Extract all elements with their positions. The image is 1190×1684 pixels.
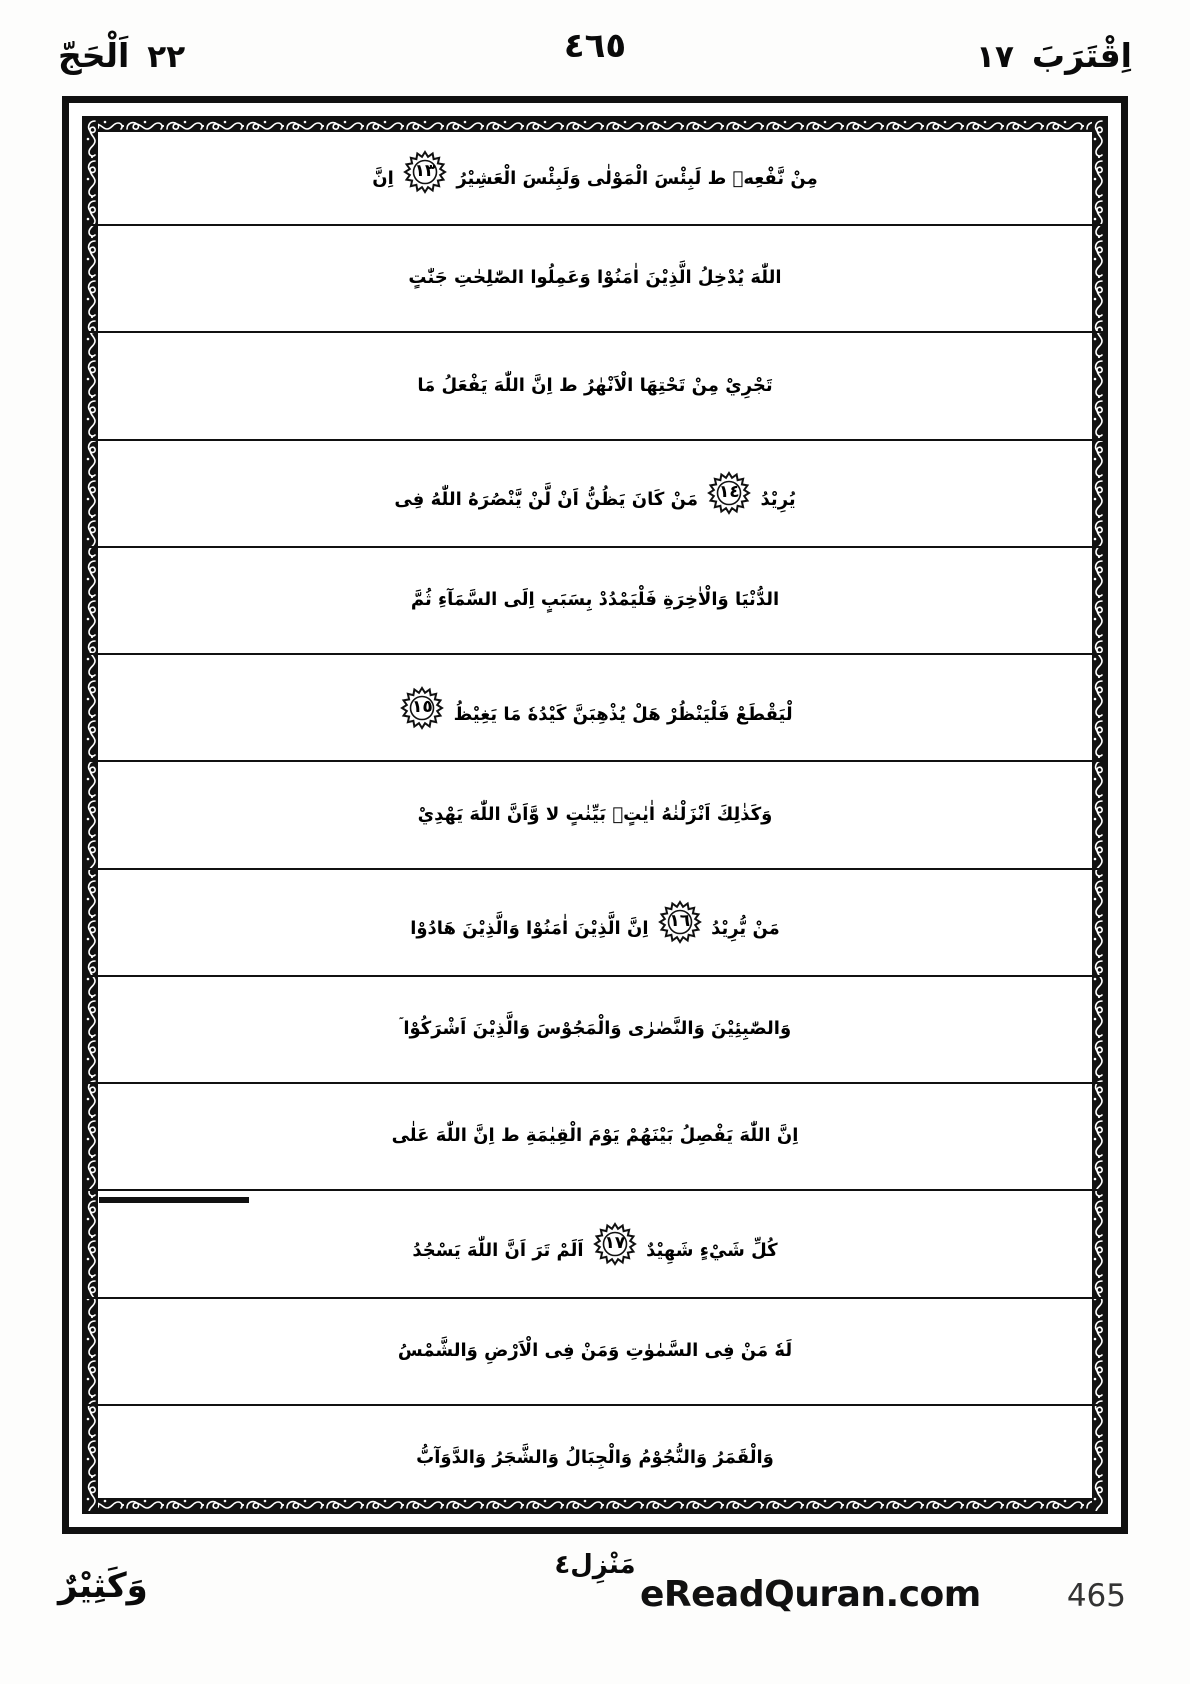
ayah-number: ١٧ (604, 1233, 626, 1254)
quran-line (85, 1084, 1105, 1191)
footer-manzil (554, 1550, 635, 1580)
header-juz-number: ١٧ (976, 38, 1014, 75)
quran-line-text (85, 591, 1105, 610)
ornamental-frame (62, 96, 1128, 1534)
quran-line-main-text: وَكَذٰلِكَ اَنْزَلْنٰهُ اٰيٰتٍۭ بَيِّنٰتٍ لا وَّاَنَّ اللّٰهَ يَهْدِيْ (417, 803, 773, 825)
ayah-number: ١٣ (414, 160, 436, 181)
quran-line-tail-text: اَلَمْ تَرَ اَنَّ اللّٰهَ يَسْجُدُ (412, 1239, 590, 1261)
header-juz-name: اِقْتَرَبَ (1031, 35, 1132, 75)
quran-text-lines (85, 119, 1105, 1511)
quran-line-text (85, 900, 1105, 944)
quran-line-main-text: لْيَقْطَعْ فَلْيَنْظُرْ هَلْ يُذْهِبَنَّ كَيْدُهٗ مَا يَغِيْظُ (453, 703, 793, 725)
quran-line-text (85, 1222, 1105, 1266)
ayah-marker-medallion-icon (658, 900, 702, 944)
quran-line (85, 333, 1105, 440)
quran-line-text (85, 374, 1105, 396)
quran-line (85, 762, 1105, 869)
quran-line-text (85, 1020, 1105, 1039)
quran-line (85, 441, 1105, 548)
quran-line-text (85, 471, 1105, 515)
quran-line (85, 1299, 1105, 1406)
ayah-marker-medallion-icon (707, 471, 751, 515)
quran-line-main-text: تَجْرِيْ مِنْ تَحْتِهَا الْاَنْهٰرُ ط اِنَّ اللّٰهَ يَفْعَلُ مَا (417, 374, 773, 396)
quran-line (85, 548, 1105, 655)
quran-line-tail-text: مَنْ كَانَ يَظُنُّ اَنْ لَّنْ يَّنْصُرَهُ اللّٰهُ فِى (394, 489, 705, 511)
ayah-marker-medallion-icon (400, 686, 444, 730)
quran-line (85, 119, 1105, 226)
footer-manzil-label: مَنْزِل (570, 1550, 636, 1580)
quran-line-text (85, 150, 1105, 194)
quran-line-tail-text: اِنَّ الَّذِيْنَ اٰمَنُوْا وَالَّذِيْنَ هَادُوْا (410, 918, 655, 940)
header-surah-name: اَلْحَجّ (58, 35, 130, 75)
quran-line-main-text: مَنْ يُّرِيْدُ (711, 918, 780, 940)
quran-line-text (85, 686, 1105, 730)
ayah-number: ١٤ (718, 482, 740, 503)
footer-manzil-number: ٤ (554, 1550, 571, 1580)
quran-line-main-text: لَهٗ مَنْ فِى السَّمٰوٰتِ وَمَنْ فِى الْاَرْضِ وَالشَّمْسُ (397, 1339, 793, 1361)
quran-line (85, 977, 1105, 1084)
ayah-marker-medallion-icon (593, 1222, 637, 1266)
line-overrule-mark (99, 1197, 249, 1203)
header-juz-group (976, 36, 1132, 75)
quran-line-main-text: يُرِيْدُ (760, 489, 796, 511)
page-footer (0, 1546, 1190, 1646)
quran-line-text (85, 803, 1105, 825)
header-page-number-arabic: ٤٦٥ (563, 26, 627, 66)
quran-line (85, 1191, 1105, 1298)
quran-line-main-text: الدُّنْيَا وَالْاٰخِرَةِ فَلْيَمْدُدْ بِسَبَبٍ اِلَى السَّمَآءِ ثُمَّ (410, 589, 780, 611)
quran-line (85, 1406, 1105, 1511)
quran-line-main-text: مِنْ نَّفْعِهٖ ط لَبِئْسَ الْمَوْلٰى وَلَبِئْسَ الْعَشِيْرُ (456, 167, 818, 189)
header-surah-number: ٢٢ (147, 38, 186, 75)
quran-line-main-text: اللّٰهَ يُدْخِلُ الَّذِيْنَ اٰمَنُوْا وَعَمِلُوا الصّٰلِحٰتِ جَنّٰتٍ (408, 267, 782, 289)
footer-page-number: 465 (1066, 1578, 1126, 1614)
quran-line-main-text: وَالْقَمَرُ وَالنُّجُوْمُ وَالْجِبَالُ وَالشَّجَرُ وَالدَّوَآبُّ (416, 1446, 774, 1468)
quran-line-text (85, 1446, 1105, 1468)
footer-brand[interactable]: eReadQuran.com (640, 1574, 981, 1615)
ayah-marker-medallion-icon (403, 150, 447, 194)
ayah-number: ١٥ (411, 696, 433, 717)
quran-line-main-text: وَالصّٰبِئِيْنَ وَالنَّصٰرٰى وَالْمَجُوْسَ وَالَّذِيْنَ اَشْرَكُوْا ۤ (398, 1018, 792, 1040)
quran-line-main-text: اِنَّ اللّٰهَ يَفْصِلُ بَيْنَهُمْ يَوْمَ الْقِيٰمَةِ ط اِنَّ اللّٰهَ عَلٰى (391, 1125, 799, 1147)
quran-line-text (85, 1339, 1105, 1361)
quran-line (85, 226, 1105, 333)
quran-line (85, 870, 1105, 977)
quran-line-text (85, 269, 1105, 288)
footer-catchword: وَكَثِيْرٌ (58, 1566, 148, 1606)
quran-line-tail-text: اِنَّ (372, 167, 401, 189)
text-frame-inner (82, 116, 1108, 1514)
ayah-number: ١٦ (669, 911, 691, 932)
quran-line (85, 655, 1105, 762)
header-surah-group (58, 36, 185, 75)
quran-line-text (85, 1127, 1105, 1146)
quran-line-main-text: كُلِّ شَيْءٍ شَهِيْدٌ (646, 1239, 778, 1261)
